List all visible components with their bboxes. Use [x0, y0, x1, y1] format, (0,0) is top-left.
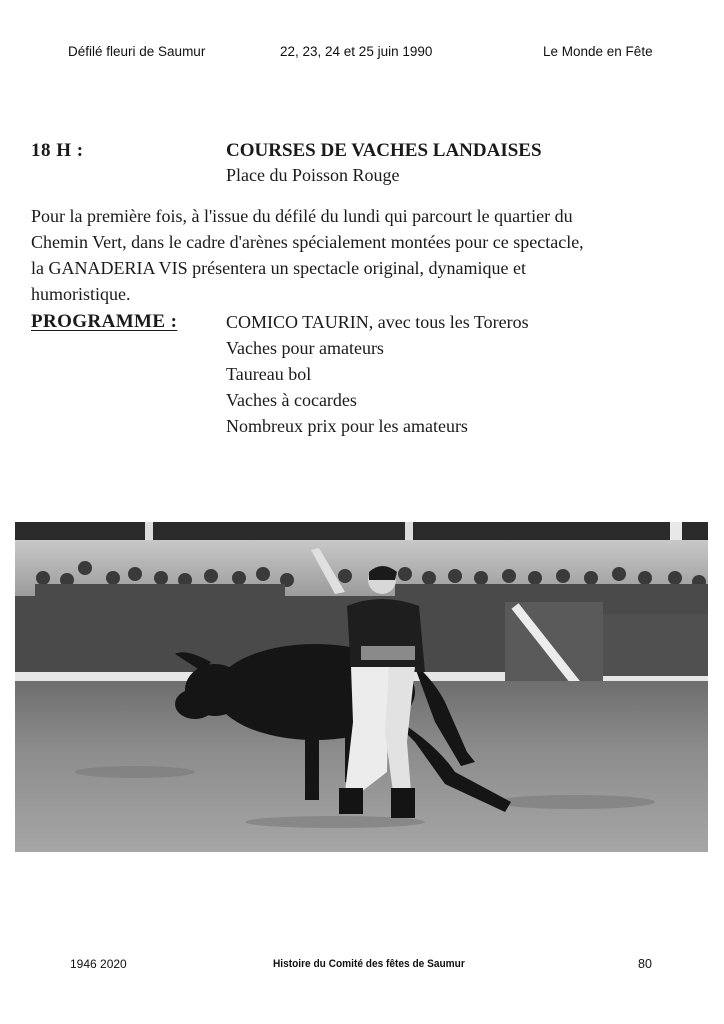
header-right: Le Monde en Fête — [543, 44, 653, 59]
page-number: 80 — [638, 957, 652, 971]
description-line: Chemin Vert, dans le cadre d'arènes spécialement montées pour ce spectacle, — [31, 232, 584, 252]
programme-item: Vaches pour amateurs — [226, 338, 384, 358]
programme-item: Nombreux prix pour les amateurs — [226, 416, 468, 436]
programme-item: COMICO TAURIN, avec tous les Toreros — [226, 312, 529, 332]
event-title: COURSES DE VACHES LANDAISES — [226, 140, 542, 161]
description-line: Pour la première fois, à l'issue du défilé du lundi qui parcourt le quartier du — [31, 206, 573, 226]
programme-list — [226, 309, 529, 439]
event-description — [31, 203, 706, 307]
programme-item: Taureau bol — [226, 364, 312, 384]
programme-label: PROGRAMME : — [31, 311, 178, 332]
bullring-photo — [15, 522, 708, 852]
description-line: la GANADERIA VIS présentera un spectacle original, dynamique et — [31, 258, 527, 278]
header-center-dates: 22, 23, 24 et 25 juin 1990 — [280, 44, 433, 59]
footer-years: 1946 2020 — [70, 957, 127, 971]
event-place: Place du Poisson Rouge — [226, 165, 400, 185]
event-time: 18 H : — [31, 140, 84, 161]
programme-item: Vaches à cocardes — [226, 390, 357, 410]
bullring-photo-illustration — [15, 522, 708, 852]
description-line: humoristique. — [31, 284, 131, 304]
header-left: Défilé fleuri de Saumur — [68, 44, 206, 59]
footer-title: Histoire du Comité des fêtes de Saumur — [273, 958, 465, 970]
